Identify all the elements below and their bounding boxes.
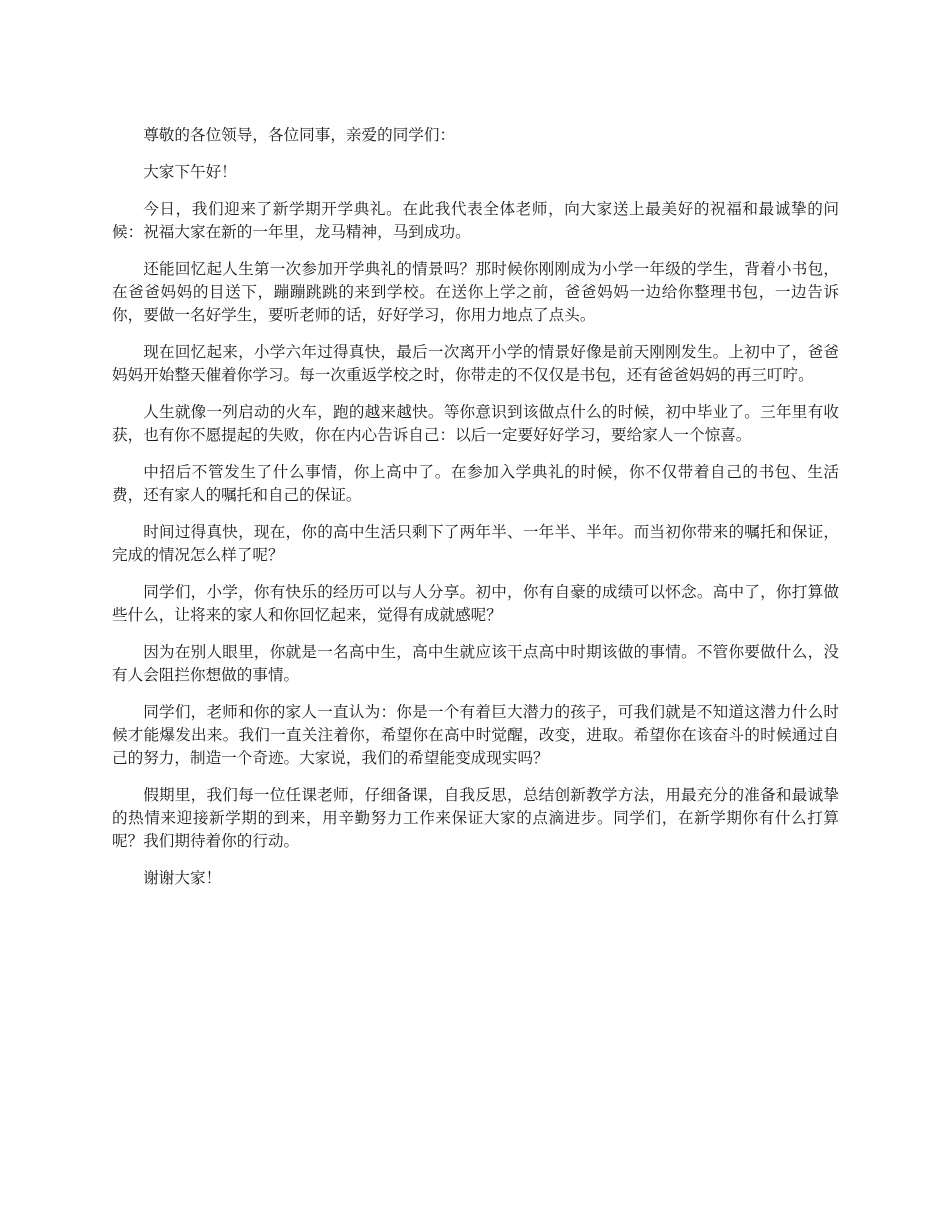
paragraph-reflection: 同学们，小学，你有快乐的经历可以与人分享。初中，你有自豪的成绩可以怀念。高中了，你打算做些什么，让将来的家人和你回忆起来，觉得有成就感呢？ <box>112 583 839 624</box>
paragraph-teachers: 假期里，我们每一位任课老师，仔细备课，自我反思，总结创新教学方法，用最充分的准备和最诚挚的热情来迎接新学期的到来，用辛勤努力工作来保证大家的点滴进步。同学们，在新学期你有什么打算呢？我们期待着你的行动。 <box>112 786 839 850</box>
paragraph-high-school-entry: 中招后不管发生了什么事情，你上高中了。在参加入学典礼的时候，你不仅带着自己的书包、生活费，还有家人的嘱托和自己的保证。 <box>112 463 839 504</box>
paragraph-time-passing: 时间过得真快，现在，你的高中生活只剩下了两年半、一年半、半年。而当初你带来的嘱托和保证，完成的情况怎么样了呢？ <box>112 523 839 564</box>
paragraph-train-metaphor: 人生就像一列启动的火车，跑的越来越快。等你意识到该做点什么的时候，初中毕业了。三年里有收获，也有你不愿提起的失败，你在内心告诉自己：以后一定要好好学习，要给家人一个惊喜。 <box>112 403 839 444</box>
paragraph-opening: 今日，我们迎来了新学期开学典礼。在此我代表全体老师，向大家送上最美好的祝福和最诚挚的问候：祝福大家在新的一年里，龙马精神，马到成功。 <box>112 200 839 241</box>
speech-body <box>112 124 839 904</box>
salutation: 尊敬的各位领导，各位同事，亲爱的同学们： <box>143 126 456 144</box>
paragraph-potential: 同学们，老师和你的家人一直认为：你是一个有着巨大潜力的孩子，可我们就是不知道这潜力什么时候才能爆发出来。我们一直关注着你，希望你在高中时觉醒，改变，进取。希望你在该奋斗的时候通过自己的努力，制造一个奇迹。大家说，我们的希望能变成现实吗？ <box>112 703 839 767</box>
greeting: 大家下午好！ <box>143 163 237 181</box>
paragraph-expectations: 因为在别人眼里，你就是一名高中生，高中生就应该干点高中时期该做的事情。不管你要做什么，没有人会阻拦你想做的事情。 <box>112 643 839 684</box>
paragraph-first-ceremony: 还能回忆起人生第一次参加开学典礼的情景吗？那时候你刚刚成为小学一年级的学生，背着小书包，在爸爸妈妈的目送下，蹦蹦跳跳的来到学校。在送你上学之前，爸爸妈妈一边给你整理书包，一边告诉你，要做一名好学生，要听老师的话，好好学习，你用力地点了点头。 <box>112 260 839 324</box>
paragraph-primary-school: 现在回忆起来，小学六年过得真快，最后一次离开小学的情景好像是前天刚刚发生。上初中了，爸爸妈妈开始整天催着你学习。每一次重返学校之时，你带走的不仅仅是书包，还有爸爸妈妈的再三叮咛。 <box>112 343 839 384</box>
closing-thanks: 谢谢大家！ <box>143 869 222 887</box>
